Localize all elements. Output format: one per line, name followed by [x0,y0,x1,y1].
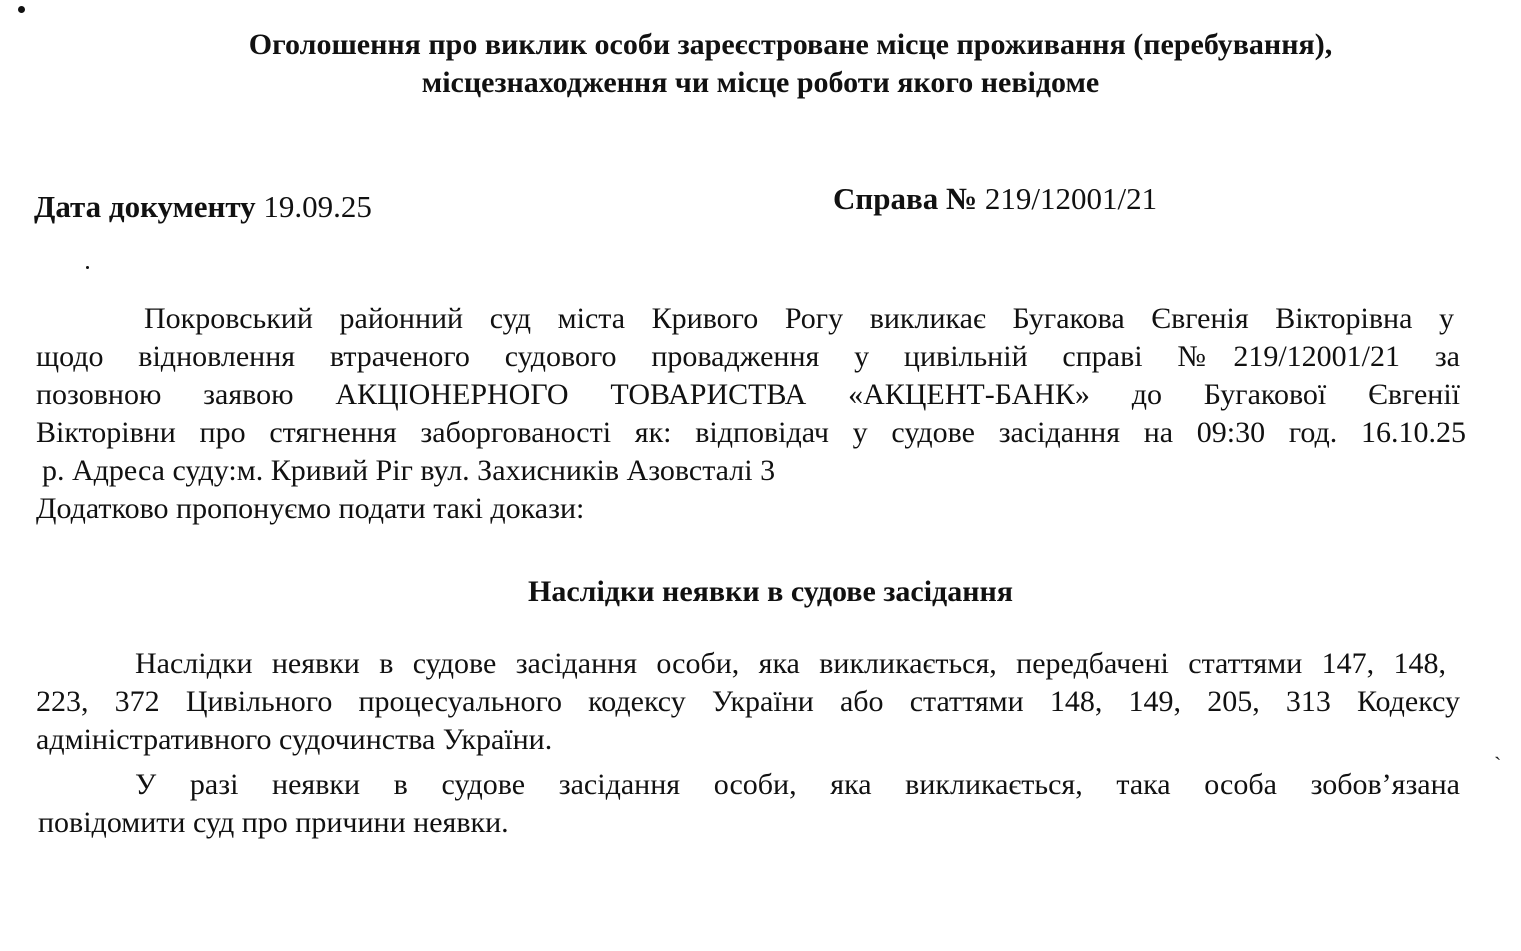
summons-line-4: Вікторівни про стягнення заборгованості як: відповідач у судове засідання на 09:30 год. 16.10.25 [36,416,1466,449]
obligation-line-2: повідомити суд про причини неявки. [38,806,509,839]
summons-line-1: Покровський районний суд міста Кривого Рогу викликає Бугакова Євгенія Вікторівна у [144,302,1454,335]
summons-line-3: позовною заявою АКЦІОНЕРНОГО ТОВАРИСТВА «АКЦЕНТ-БАНК» до Бугакової Євгенії [36,378,1460,411]
consequences-line-2: 223, 372 Цивільного процесуального кодексу України або статтями 148, 149, 205, 313 Кодексу [36,685,1460,718]
consequences-line-1: Наслідки неявки в судове засідання особи, яка викликається, передбачені статтями 147, 148, [135,647,1446,680]
consequences-paragraph [36,645,1460,759]
date-label: Дата документу [34,189,256,224]
case-number [833,181,1157,217]
title-line-1: Оголошення про виклик особи зареєстроване місце проживання (перебування), [248,28,1333,61]
date-value: 19.09.25 [263,189,372,224]
scan-mark-right: ` [1494,752,1502,777]
summons-paragraph [36,300,1466,528]
evidence-note: Додатково пропонуємо подати такі докази: [36,492,585,525]
summons-line-5: р. Адреса суду:м. Кривий Ріг вул. Захисників Азовсталі 3 [42,454,776,487]
consequences-line-3: адміністративного судочинства України. [36,723,553,756]
scan-speck-top-left [18,6,25,13]
title-line-2: місцезнаходження чи місце роботи якого невідоме [421,66,1100,99]
document-date [34,189,372,225]
case-value: 219/12001/21 [984,181,1158,216]
scan-speck-mid-left [86,266,89,269]
summons-line-2: щодо відновлення втраченого судового провадження у цивільній справі №219/12001/21 за [36,340,1460,373]
consequences-heading: Наслідки неявки в судове засідання [527,575,1014,608]
case-label: Справа № [833,181,978,216]
obligation-paragraph [36,766,1460,842]
obligation-line-1: У разі неявки в судове засідання особи, яка викликається, така особа зобов’язана [135,768,1460,801]
